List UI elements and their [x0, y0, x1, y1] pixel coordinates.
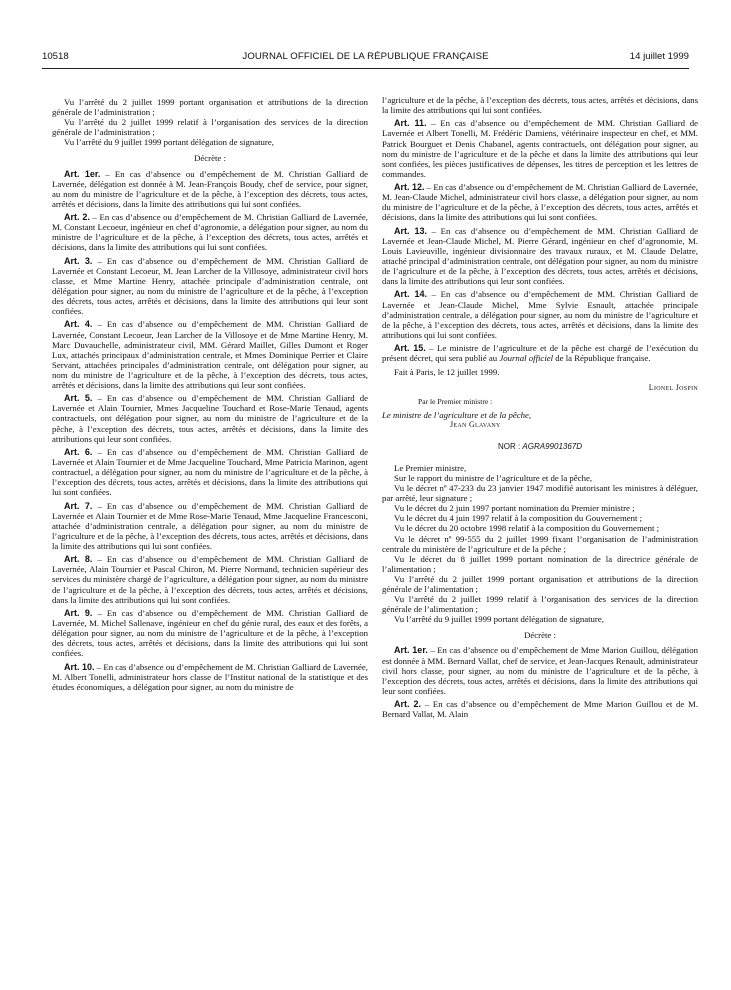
preamble-line: Vu le décret du 2 juin 1997 portant nomination du Premier ministre ; [394, 503, 635, 514]
article-text: de la République française. [553, 353, 651, 364]
page-number: 10518 [42, 51, 69, 62]
article-text: – En cas d’absence ou d’empêchement de MM. Christian Galliard de Lavernée et Alain Tournier, Mmes Jacqueline Touchard et Rose-Marie Tenaud, agents contractuels, ont délégation pour signer, au nom du ministre de l’agriculture et de la pêche, à l’exception des décrets, tous actes, arrêtés et décisions, dans la limite des attributions qui leur sont confiées. [52, 393, 368, 444]
article-text: – En cas d’absence ou d’empêchement de Mme Marion Guillou et de M. Bernard Vallat, M. Alain [382, 699, 698, 720]
preamble-line: Vu le décret du 4 juin 1997 relatif à la composition du Gouvernement ; [394, 513, 643, 524]
article-label: Art. 5. [64, 393, 93, 404]
preamble-line: Le Premier ministre, [394, 462, 467, 473]
left-column [52, 97, 368, 692]
article-label: Art. 15. [394, 343, 426, 354]
decrete-heading: Décrète : [194, 153, 226, 164]
preamble-line: Vu l’arrêté du 2 juillet 1999 portant organisation et attributions de la direction générale de l’alimentation ; [382, 573, 698, 594]
preamble-line: Vu le décret du 20 octobre 1998 relatif à la composition du Gouvernement ; [394, 523, 660, 534]
preamble-line: Vu le décret nº 99-555 du 2 juillet 1999 fixant l’organisation de l’administration centrale du ministère de l’agriculture et de la pêche ; [382, 533, 698, 554]
article-text: – En cas d’absence ou d’empêchement de MM. Christian Galliard de Lavernée, Constant Lecoeur, Jean Larcher de la Villosoye et de Mme Martine Henry, M. Marc Duvauchelle, administrateur civil, MM. Gérard Maillet, Gilles Dumont et Roger Lux, attachés principaux d’administration centrale, et Mmes Dominique Perrier et Claire Servant, attachées principales d’administration centrale, ont délégation pour signer, au nom du ministre de l’agriculture et de la pêche, à l’exception des décrets, tous actes, arrêtés et décisions, dans la limite des attributions qui leur sont confiées. [52, 319, 368, 390]
article [382, 226, 698, 287]
article [382, 118, 698, 179]
article [52, 662, 368, 692]
article-text: – En cas d’absence ou d’empêchement de MM. Christian Galliard de Lavernée et Alain Tournier et de Mme Rose-Marie Tenaud, Mme Jacqueline Francesconi, attachée d’administration centrale, a délégation pour signer, au nom du ministre de l’agriculture et de la pêche, à l’exception des décrets, tous actes, arrêtés et décisions, dans la limite des attributions qui lui sont confiées. [52, 500, 368, 551]
nor-code: AGRA9901367D [522, 441, 583, 451]
journal-name: Journal officiel [499, 353, 554, 364]
article-text: – Le ministre de l’agriculture et de la pêche est chargé de l’exécution du présent décret, qui sera publié au [382, 343, 698, 364]
article-label: Art. 6. [64, 446, 93, 457]
journal-title: JOURNAL OFFICIEL DE LA RÉPUBLIQUE FRANÇAISE [242, 51, 489, 62]
page-header [42, 51, 689, 67]
article-label: Art. 2. [64, 212, 90, 223]
article-text: – En cas d’absence ou d’empêchement de M. Christian Galliard de Lavernée, délégation est donnée à M. Jean-François Boudy, chef de service, pour signer, au nom du ministre de l’agriculture et de la pêche, à l’exception des décrets, tous actes, arrêtés et décisions, dans la limite des attributions qui lui sont confiées. [52, 168, 368, 209]
decrete-heading: Décrète : [524, 630, 556, 641]
article-label: Art. 9. [64, 607, 93, 618]
article [52, 447, 368, 497]
header-rule [42, 68, 689, 69]
article-label: Art. 10. [64, 661, 95, 672]
article-label: Art. 1er. [64, 168, 101, 179]
article-label: Art. 3. [64, 255, 93, 266]
article [52, 169, 368, 209]
article-text: – En cas d’absence ou d’empêchement de M. Christian Galliard de Lavernée, M. Jean-Claude Michel, administrateur civil hors classe, a délégation pour signer, au nom du ministre de l’agriculture et de la pêche, à l’exception des décrets, tous actes, arrêtés et décisions, dans la limite des attributions qui lui sont confiées. [382, 182, 698, 223]
nor-label: NOR : [497, 441, 523, 451]
article [52, 256, 368, 317]
article-text: – En cas d’absence ou d’empêchement de MM. Christian Galliard de Lavernée et Constant Lecoeur, M. Jean Larcher de la Villosoye, administrateur civil hors classe, et Mme Martine Henry, attachée principale d’administration centrale, ont délégation pour signer, au nom du ministre de l’agriculture et de la pêche, à l’exception des décrets, tous actes, arrêtés et décisions, dans la limite des attributions qui leur sont confiées. [52, 255, 368, 317]
article-text: – En cas d’absence ou d’empêchement de M. Christian Galliard de Lavernée, M. Albert Tonelli, administrateur hors classe de l’Institut national de la statistique et des études économiques, a délégation pour signer, au nom du ministre de [52, 661, 368, 692]
minister-title: Le ministre de l’agriculture et de la pêche, [382, 409, 532, 420]
article-text: – En cas d’absence ou d’empêchement de Mme Marion Guillou, délégation est donnée à MM. Bernard Vallat, chef de service, et Jean-Jacques Renault, administrateur civil hors classe, pour signer, au nom du ministre de l’agriculture et de la pêche, à l’exception des décrets, tous actes, arrêtés et décisions, dans la limite des attributions qui leur sont confiées. [382, 645, 698, 696]
article [52, 608, 368, 658]
article-label: Art. 4. [64, 319, 93, 330]
article [382, 182, 698, 222]
preamble-line: Vu l’arrêté du 9 juillet 1999 portant délégation de signature, [394, 614, 604, 625]
article [382, 289, 698, 339]
signature-place-date: Fait à Paris, le 12 juillet 1999. [394, 367, 500, 378]
article-label: Art. 14. [394, 289, 427, 300]
preamble-line: Vu l’arrêté du 2 juillet 1999 relatif à l’organisation des services de la direction générale de l’alimentation ; [382, 594, 698, 615]
par-le-premier-ministre: Par le Premier ministre : [418, 397, 493, 407]
article [52, 501, 368, 551]
article [52, 212, 368, 252]
preamble-line: Sur le rapport du ministre de l’agriculture et de la pêche, [394, 472, 593, 483]
article [52, 319, 368, 390]
vu-paragraph: Vu l’arrêté du 2 juillet 1999 portant organisation et attributions de la direction générale de l’administration ; [52, 97, 368, 118]
article-text: – En cas d’absence ou d’empêchement de MM. Christian Galliard de Lavernée et Albert Tonelli, M. Frédéric Damiens, vétérinaire inspecteur en chef, et MM. Patrick Bourguet et Denis Chabanel, agents contractuels, ont délégation pour signer, au nom du ministre de l’agriculture et de la pêche et dans la limite des attributions qui leur sont confiées, les pièces justificatives de dépenses, les titres de perception et les lettres de commandes. [382, 118, 699, 179]
article-label: Art. 13. [394, 225, 427, 236]
article-text: – En cas d’absence ou d’empêchement de M. Christian Galliard de Lavernée, M. Constant Lecoeur, ingénieur en chef d’agronomie, a délégation pour signer, au nom du ministre de l’agriculture et de la pêche, à l’exception des décrets, tous actes, arrêtés et décisions, dans la limite des attributions qui lui sont confiées. [52, 212, 368, 253]
article-label: Art. 2. [394, 699, 422, 710]
vu-paragraph: Vu l’arrêté du 2 juillet 1999 relatif à l’organisation des services de la direction générale de l’administration ; [52, 117, 368, 138]
article-text: – En cas d’absence ou d’empêchement de MM. Christian Galliard de Lavernée, Alain Tournier et Pascal Chiron, M. Pierre Normand, technicien supérieur des services du ministère chargé de l’agriculture, a délégation pour signer, au nom du ministre de l’agriculture et de la pêche, à l’exception des décrets, tous actes, arrêtés et décisions, dans la limite des attributions qui lui sont confiées. [52, 554, 368, 605]
preamble-line: Vu le décret du 8 juillet 1999 portant nomination de la directrice générale de l’alimentation ; [382, 553, 698, 574]
article [52, 393, 368, 443]
issue-date: 14 juillet 1999 [629, 51, 689, 62]
article-label: Art. 8. [64, 554, 93, 565]
continuation-text: l’agriculture et de la pêche, à l’exception des décrets, tous actes, arrêtés et décisions, dans la limite des attributions qui lui sont confiées. [382, 95, 698, 116]
preamble-line: Vu le décret nº 47-233 du 23 janvier 1947 modifié autorisant les ministres à déléguer, par arrêté, leur signature ; [382, 483, 698, 504]
article-text: – En cas d’absence ou d’empêchement de MM. Christian Galliard de Lavernée et Jean-Claude Michel, Mme Sylvie Esnault, attachée principale d’administration centrale, a délégation pour signer, au nom du ministre de l’agriculture et de la pêche, à l’exception des décrets, tous actes, arrêtés et décisions, dans la limite des attributions qui lui sont confiées. [382, 289, 699, 340]
article-text: – En cas d’absence ou d’empêchement de MM. Christian Galliard de Lavernée et Alain Tournier et de Mme Jacqueline Touchard, Mme Patricia Marinon, agent contractuel, a délégation pour signer, au nom du ministre de l’agriculture et de la pêche, à l’exception des décrets, tous actes, arrêtés et décisions, dans la limite des attributions qui lui sont confiées. [52, 446, 368, 498]
right-column [382, 95, 698, 719]
article-label: Art. 11. [394, 118, 427, 129]
article [382, 699, 698, 719]
signatory-name: Lionel Jospin [648, 383, 698, 393]
article-label: Art. 1er. [394, 645, 428, 656]
minister-name: Jean Glavany [450, 419, 501, 429]
vu-paragraph: Vu l’arrêté du 9 juillet 1999 portant délégation de signature, [64, 137, 274, 148]
article [382, 645, 698, 695]
article-label: Art. 12. [394, 182, 425, 193]
nor-reference [382, 442, 698, 452]
article-text: – En cas d’absence ou d’empêchement de MM. Christian Galliard de Lavernée et Jean-Claude Michel, M. Pierre Gérard, ingénieur en chef d’agronomie, M. Louis Lavieuville, ingénieur divisionnaire des travaux ruraux, et M. Claude Delatre, attaché principal d’administration centrale, ont délégation pour signer, au nom du ministre de l’agriculture et de la pêche, à l’exception des décrets, tous actes, arrêtés et décisions, dans la limite des attributions qui leur sont confiées. [382, 225, 699, 287]
article-label: Art. 7. [64, 500, 93, 511]
article [52, 554, 368, 604]
article [382, 343, 698, 363]
article-text: – En cas d’absence ou d’empêchement de MM. Christian Galliard de Lavernée, M. Michel Sallenave, ingénieur en chef du génie rural, des eaux et des forêts, a délégation pour signer, au nom du ministre de l’agriculture et de la pêche, à l’exception des décrets, tous actes, arrêtés et décisions, dans la limite des attributions qui lui sont confiées. [52, 607, 368, 659]
